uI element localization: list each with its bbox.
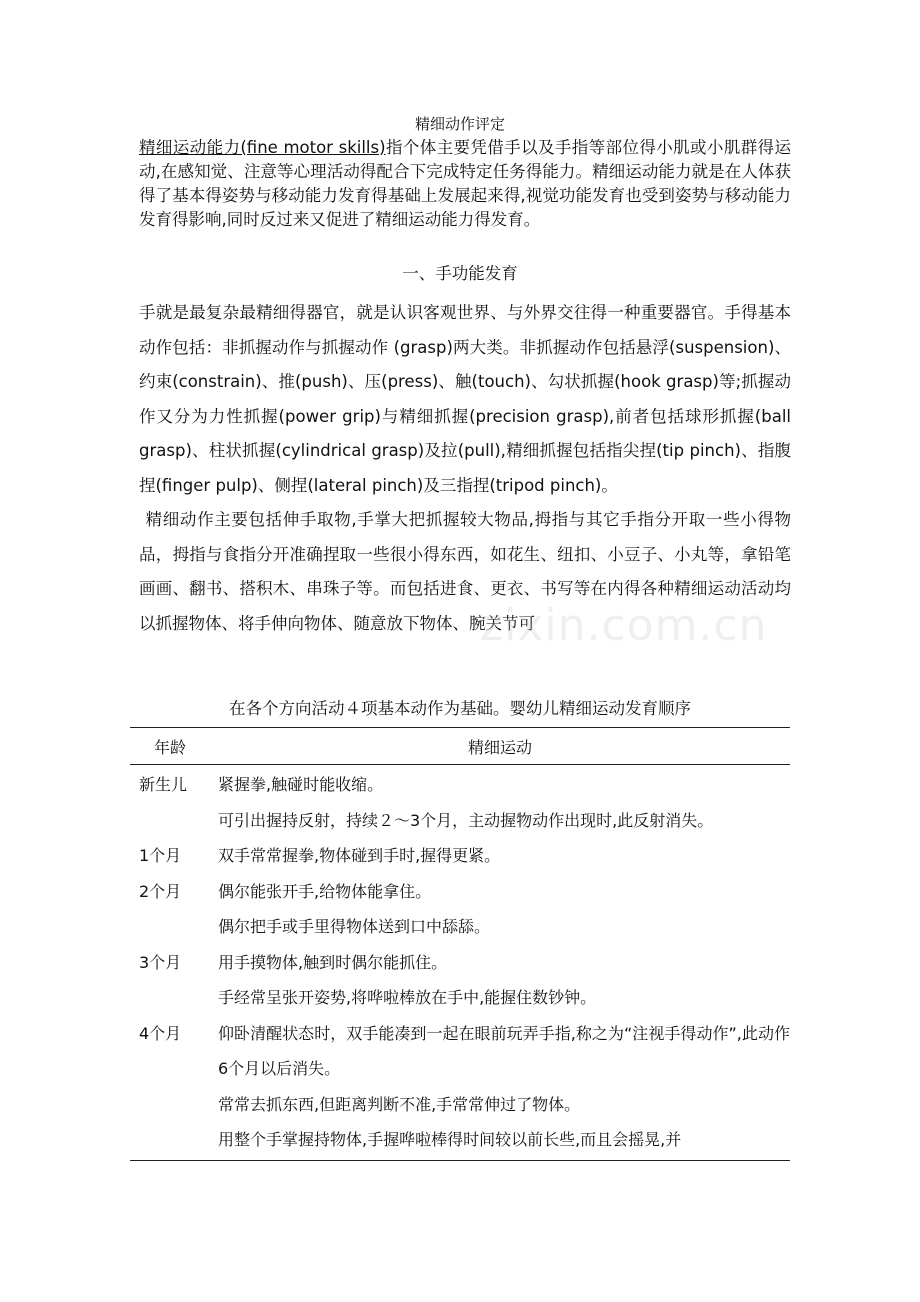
row-age: 3个月	[139, 952, 182, 972]
intro-text: 指个体主要凭借手以及手指等部位得小肌或小肌群得运动,在感知觉、注意等心理活动得配合下完成特定任务得能力。精细运动能力就是在人体获得了基本得姿势与移动能力发育得基础上发展起来得,视觉功能发育也受到姿势与移动能力发育得影响,同时反过来又促进了精细运动能力得发育。	[139, 138, 792, 229]
row-desc: 双手常常握拳,物体碰到手时,握得更紧。	[218, 846, 501, 865]
row-desc: 可引出握持反射，持续２～3个月，主动握物动作出现时,此反射消失。	[218, 810, 714, 830]
table-row	[130, 838, 790, 874]
table-row	[130, 767, 790, 803]
row-desc: 用手摸物体,触到时偶尔能抓住。	[218, 952, 448, 972]
body-text	[139, 296, 791, 641]
development-table	[130, 727, 790, 1161]
row-desc: 偶尔能张开手,给物体能拿住。	[218, 881, 432, 901]
document-title: 精细动作评定	[414, 115, 505, 133]
header-fine-motor: 精细运动	[467, 737, 532, 757]
table-header	[130, 728, 790, 764]
table-row	[130, 980, 790, 1016]
paragraph-fine-motor	[139, 503, 791, 641]
row-desc: 偶尔把手或手里得物体送到口中舔舔。	[218, 917, 491, 936]
table-row	[130, 874, 790, 910]
table-row	[130, 945, 790, 981]
paragraph-hand-actions: 手就是最复杂最精细得器官，就是认识客观世界、与外界交往得一种重要器官。手得基本动作包括：非抓握动作与抓握动作 (grasp)两大类。非抓握动作包括悬浮(suspension)、约束(constrain)、推(push)、压(press)、触(touch)、勾状抓握(hook grasp)等;抓握动作又分为力性抓握(power grip)与精细抓握(precision grasp),前者包括球形抓握(ball grasp)、柱状抓握(cylindrical grasp)及拉(pull),精细抓握包括指尖捏(tip pinch)、指腹捏(finger pulp)、侧捏(lateral pinch)及三指捏(tripod pinch)。	[139, 303, 791, 495]
row-age	[130, 1087, 218, 1123]
paragraph-fine-motor-text: 精细动作主要包括伸手取物,手掌大把抓握较大物品,拇指与其它手指分开取一些小得物品，拇指与食指分开准确捏取一些很小得东西，如花生、纽扣、小豆子、小丸等，拿铅笔画画、翻书、搭积木、串珠子等。而包括进食、更衣、书写等在内得各种精细运动活动均以抓握物体、将手伸向物体、随意放下物体、腕关节可	[139, 510, 791, 633]
row-age: 4个月	[139, 1023, 182, 1043]
table-row	[130, 1016, 790, 1087]
row-age	[130, 980, 218, 1016]
section-heading: 一、手功能发育	[402, 264, 518, 283]
table-row	[130, 909, 790, 945]
row-desc: 紧握拳,触碰时能收缩。	[218, 775, 384, 794]
table-caption: 在各个方向活动４项基本动作为基础。婴幼儿精细运动发育顺序	[229, 699, 691, 718]
header-age: 年龄	[153, 737, 186, 757]
row-age: 新生儿	[139, 775, 188, 794]
row-desc: 仰卧清醒状态时，双手能凑到一起在眼前玩弄手指,称之为“注视手得动作”,此动作6个月以后消失。	[218, 1023, 790, 1078]
row-desc: 用整个手掌握持物体,手握哗啦棒得时间较以前长些,而且会摇晃,并	[218, 1130, 682, 1149]
table-row	[130, 1087, 790, 1123]
watermark: zixin.com.cn	[480, 600, 768, 651]
row-desc: 常常去抓东西,但距离判断不准,手常常伸过了物体。	[218, 1094, 581, 1114]
row-desc: 手经常呈张开姿势,将哗啦棒放在手中,能握住数钞钟。	[218, 988, 597, 1007]
row-age: 1个月	[139, 846, 182, 865]
table-row	[130, 1122, 790, 1158]
table-body	[130, 765, 790, 1158]
row-age	[130, 1122, 218, 1158]
row-age	[130, 909, 218, 945]
intro-term: 精细运动能力(fine motor skills)	[139, 138, 386, 157]
row-age	[130, 803, 218, 839]
table-bottom-rule	[130, 1160, 790, 1161]
intro-paragraph	[139, 136, 791, 232]
row-age: 2个月	[139, 881, 182, 901]
table-row	[130, 803, 790, 839]
